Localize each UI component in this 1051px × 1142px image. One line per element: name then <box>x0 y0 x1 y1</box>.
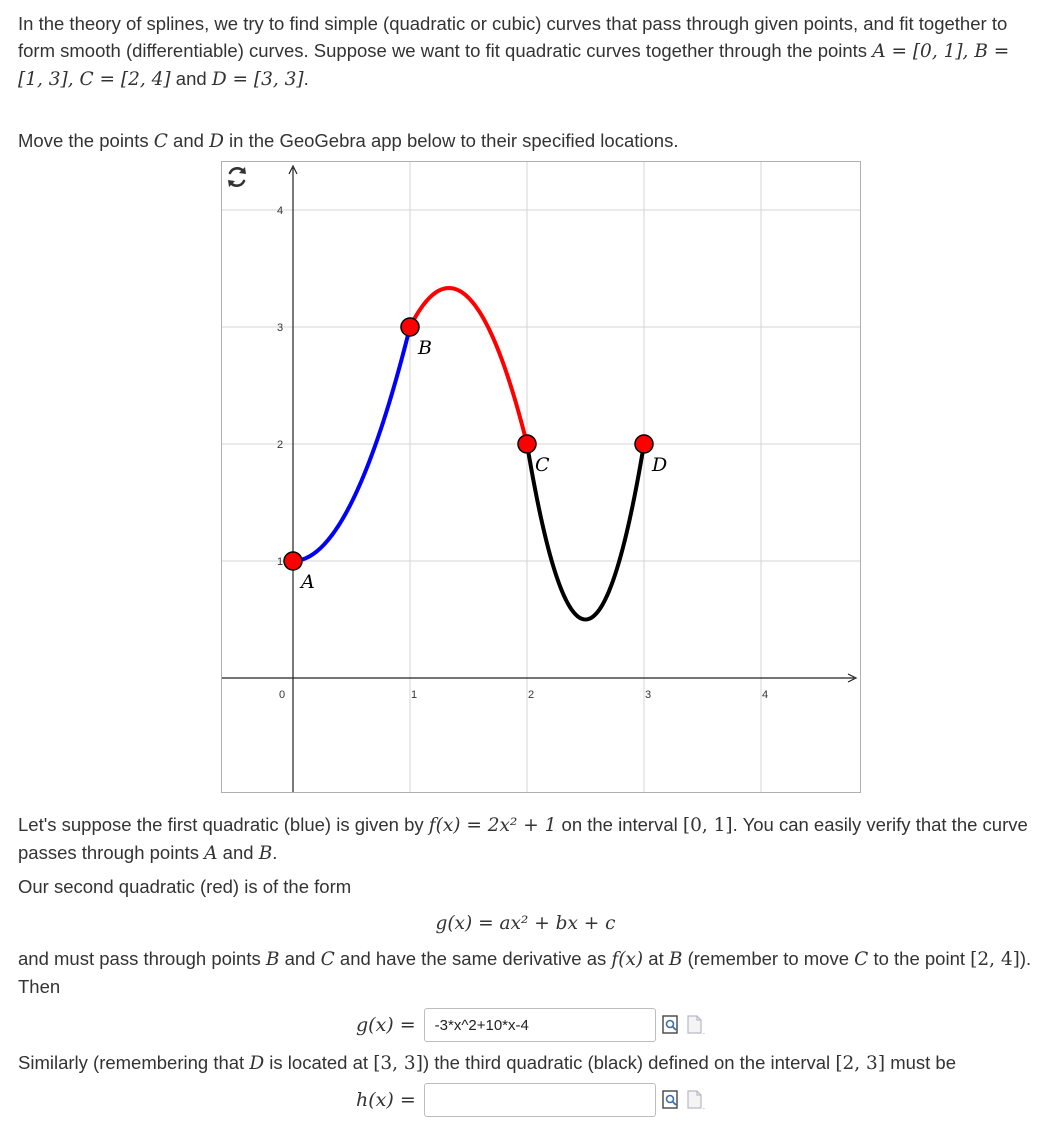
intro-paragraph: In the theory of splines, we try to find simple (quadratic or cubic) curves that pass through given points, and fit together to form smooth (differentiable) curves. Suppose we want to fit quadratic curves together through the points A = [0, 1], B = [1, 3], C = [2, 4] and D = [3, 3]. <box>18 13 1010 90</box>
second-quadratic-intro: Our second quadratic (red) is of the form <box>18 876 352 897</box>
y-tick-label: 1 <box>277 556 284 568</box>
x-tick-label: 2 <box>528 689 535 701</box>
y-tick-label: 2 <box>277 439 284 451</box>
g-answer-input[interactable] <box>424 1008 656 1042</box>
x-tick-label: 4 <box>762 689 769 701</box>
point-label-d: D <box>652 454 668 476</box>
h-answer-row <box>356 1083 704 1117</box>
svg-text:.: . <box>702 1029 705 1036</box>
point-b <box>401 318 419 336</box>
g-general-form: g(x) = ax² + bx + c <box>435 913 616 934</box>
x-tick-label: 3 <box>645 689 652 701</box>
curve-2 <box>410 288 527 444</box>
point-d: D = [3, 3] <box>211 69 304 90</box>
geogebra-applet[interactable] <box>221 161 861 793</box>
point-a <box>284 552 302 570</box>
y-tick-label: 4 <box>277 205 284 217</box>
first-quadratic-paragraph: Let's suppose the first quadratic (blue) is given by f(x) = 2x² + 1 on the interval [0, 1]. You can easily verify that the curve passes through points A and B. <box>18 814 1028 864</box>
point-d <box>635 435 653 453</box>
h-answer-input[interactable] <box>424 1083 656 1117</box>
x-tick-label: 1 <box>411 689 418 701</box>
conditions-paragraph: and must pass through points B and C and have the same derivative as f(x) at B (remember to move C to the point [2, 4]). Then <box>18 948 1032 997</box>
reset-icon[interactable] <box>222 162 252 192</box>
point-c <box>518 435 536 453</box>
svg-text:.: . <box>702 1104 705 1111</box>
document-icon[interactable] <box>686 1015 704 1035</box>
points-abc: A = [0, 1], B = [1, 3], C = [2, 4] <box>18 41 1010 90</box>
point-label-c: C <box>535 454 550 476</box>
point-label-a: A <box>301 571 315 593</box>
document-icon[interactable] <box>686 1090 704 1110</box>
third-quadratic-paragraph: Similarly (remembering that D is located at [3, 3]) the third quadratic (black) defined on the interval [2, 3] must be <box>18 1052 957 1074</box>
f-formula: f(x) = 2x² + 1 <box>428 815 557 836</box>
point-label-b: B <box>418 337 432 359</box>
h-answer-label: h(x) = <box>356 1089 416 1111</box>
preview-icon[interactable] <box>662 1090 680 1110</box>
move-instruction: Move the points C and D in the GeoGebra app below to their specified locations. <box>18 130 679 152</box>
x-tick-label: 0 <box>279 689 286 701</box>
g-answer-row <box>356 1008 704 1042</box>
graph-canvas[interactable] <box>222 162 860 792</box>
preview-icon[interactable] <box>662 1015 680 1035</box>
y-tick-label: 3 <box>277 322 284 334</box>
g-answer-label: g(x) = <box>356 1014 416 1036</box>
